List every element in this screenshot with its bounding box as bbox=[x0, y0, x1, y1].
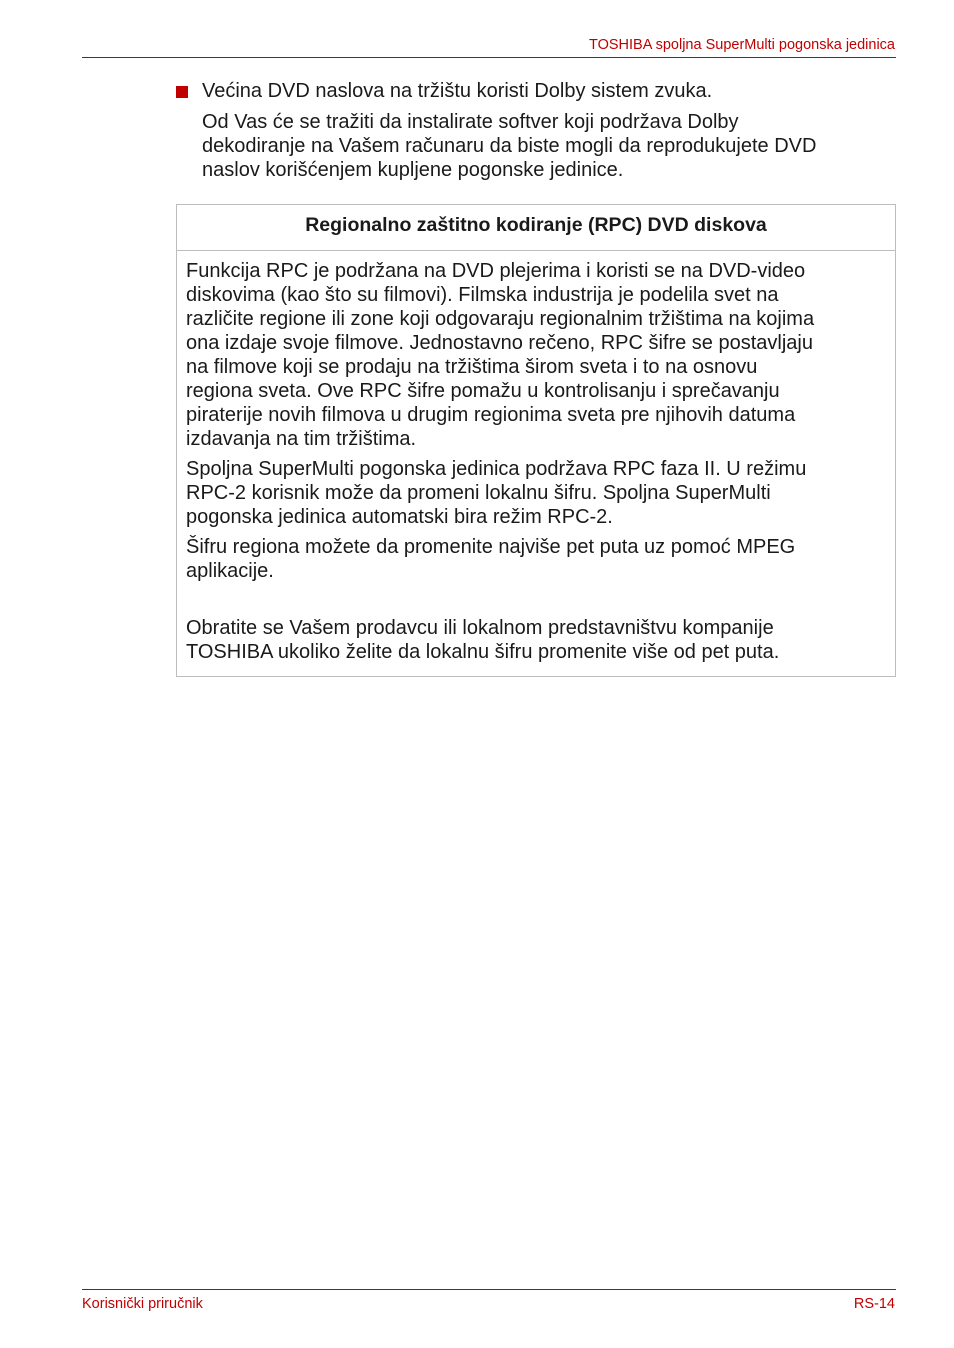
rpc-paragraph-line: Šifru regiona možete da promenite najviše pet puta uz pomoć MPEG bbox=[186, 536, 796, 558]
rpc-paragraph-line: na filmove koji se prodaju na tržištima širom sveta i to na osnovu bbox=[186, 356, 758, 378]
rpc-paragraph-line: regiona sveta. Ove RPC šifre pomažu u kontrolisanju i sprečavanju bbox=[186, 380, 780, 402]
header-divider bbox=[82, 57, 896, 58]
rpc-table-body bbox=[177, 251, 895, 664]
page-number: RS-14 bbox=[853, 1296, 895, 1312]
rpc-paragraph-line: aplikacije. bbox=[186, 560, 274, 582]
bullet-paragraph-line: naslov korišćenjem kupljene pogonske jedinice. bbox=[202, 159, 624, 181]
bullet-paragraph bbox=[202, 110, 896, 182]
bullet-square-icon bbox=[176, 86, 188, 98]
bullet-block bbox=[176, 79, 896, 182]
rpc-paragraph-line: piraterije novih filmova u drugim regionima sveta pre njihovih datuma bbox=[186, 404, 796, 426]
rpc-paragraph-line: Spoljna SuperMulti pogonska jedinica podržava RPC faza II. U režimu bbox=[186, 458, 807, 480]
rpc-paragraph-line: različite regione ili zone koji odgovaraju regionalnim tržištima na kojima bbox=[186, 308, 815, 330]
rpc-paragraph-line: TOSHIBA ukoliko želite da lokalnu šifru promenite više od pet puta. bbox=[186, 641, 780, 663]
rpc-paragraph-line: Obratite se Vašem prodavcu ili lokalnom predstavništvu kompanije bbox=[186, 617, 774, 639]
bullet-paragraph-line: dekodiranje na Vašem računaru da biste mogli da reprodukujete DVD bbox=[202, 135, 817, 157]
bullet-paragraph-line: Od Vas će se tražiti da instalirate softver koji podržava Dolby bbox=[202, 111, 739, 133]
rpc-paragraph-line: pogonska jedinica automatski bira režim RPC-2. bbox=[186, 506, 613, 528]
bullet-text: Većina DVD naslova na tržištu koristi Dolby sistem zvuka. bbox=[202, 80, 713, 102]
rpc-paragraph-line: diskovima (kao što su filmovi). Filmska industrija je podelila svet na bbox=[186, 284, 779, 306]
rpc-paragraph bbox=[186, 259, 886, 451]
rpc-paragraph-line: Funkcija RPC je podržana na DVD plejerima i koristi se na DVD-video bbox=[186, 260, 806, 282]
rpc-paragraph-line: ona izdaje svoje filmove. Jednostavno rečeno, RPC šifre se postavljaju bbox=[186, 332, 813, 354]
rpc-table-heading: Regionalno zaštitno kodiranje (RPC) DVD diskova bbox=[177, 205, 895, 251]
rpc-paragraph bbox=[186, 616, 886, 664]
rpc-info-table bbox=[176, 204, 896, 677]
footer-manual-title: Korisnički priručnik bbox=[82, 1296, 203, 1312]
rpc-paragraph bbox=[186, 457, 886, 529]
bullet-item bbox=[176, 79, 896, 103]
rpc-paragraph bbox=[186, 535, 886, 583]
rpc-paragraph-line: RPC-2 korisnik može da promeni lokalnu šifru. Spoljna SuperMulti bbox=[186, 482, 771, 504]
rpc-paragraph-line: izdavanja na tim tržištima. bbox=[186, 428, 417, 450]
running-header: TOSHIBA spoljna SuperMulti pogonska jedinica bbox=[588, 37, 895, 53]
footer-divider bbox=[82, 1289, 896, 1290]
